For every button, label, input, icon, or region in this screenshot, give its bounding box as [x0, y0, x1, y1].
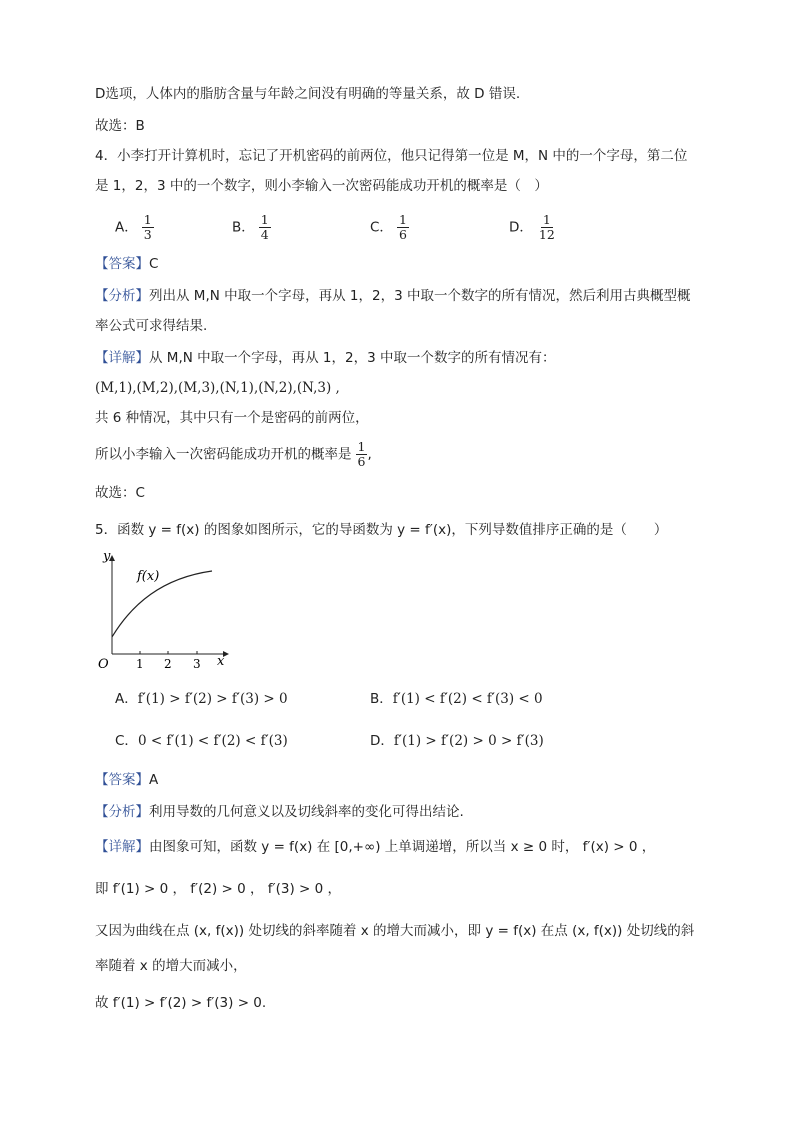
q5-detail-line5: 故 f′(1) > f′(2) > f′(3) > 0.	[95, 995, 267, 1011]
fraction	[397, 213, 409, 242]
analysis-tag: 【分析】	[95, 804, 149, 820]
q4-detail-line1	[95, 348, 555, 368]
q5-option-a	[115, 689, 288, 709]
option-label: B．	[370, 691, 393, 707]
option-label: C．	[370, 219, 393, 236]
denominator: 4	[260, 227, 269, 242]
q5-option-b	[370, 689, 543, 709]
detail-text: 所以小李输入一次密码能成功开机的概率是	[95, 446, 352, 463]
numerator: 1	[542, 212, 551, 227]
option-label: C．	[115, 733, 138, 749]
q4-option-b	[232, 213, 271, 242]
q5-option-c	[115, 731, 288, 751]
q5-detail-line4: 率随着 x 的增大而减小，	[95, 958, 247, 974]
y-axis-label: y	[103, 549, 111, 564]
q4-answer	[95, 254, 158, 274]
q5-detail-line2: 即 f′(1) > 0 ， f′(2) > 0 ， f′(3) > 0 ，	[95, 881, 342, 897]
option-label: D．	[509, 219, 533, 236]
denominator: 3	[143, 227, 152, 242]
denominator: 6	[398, 227, 407, 242]
fraction	[537, 213, 557, 242]
q4-analysis-line1	[95, 286, 690, 306]
detail-punct: ,	[367, 446, 372, 463]
q5-analysis	[95, 802, 464, 822]
detail-tag: 【详解】	[95, 350, 149, 366]
q5-detail-line1	[95, 837, 655, 857]
analysis-text: 列出从 M,N 中取一个字母，再从 1，2，3 中取一个数字的所有情况，然后利用古典概型概	[149, 288, 691, 304]
q3-choose: 故选：B	[95, 118, 145, 134]
tick-label-3: 3	[193, 657, 201, 671]
analysis-tag: 【分析】	[95, 288, 149, 304]
numerator: 1	[143, 212, 152, 227]
curve-label: f(x)	[137, 569, 160, 584]
detail-text: 由图象可知，函数 y = f(x) 在 [0,+∞) 上单调递增，所以当 x ≥ 0 时， f′(x) > 0 ，	[149, 839, 656, 855]
denominator: 6	[357, 454, 366, 469]
q5-option-d	[370, 731, 544, 751]
answer-tag: 【答案】	[95, 256, 149, 272]
q4-detail-cases: (M,1),(M,2),(M,3),(N,1),(N,2),(N,3) ,	[95, 380, 340, 396]
curve-f	[112, 571, 212, 637]
q4-analysis-line2: 率公式可求得结果.	[95, 318, 208, 334]
q5-stem: 5．函数 y = f(x) 的图象如图所示，它的导函数为 y = f′(x)，下列导数值排序正确的是（ ）	[95, 522, 668, 538]
answer-tag: 【答案】	[95, 772, 149, 788]
denominator: 12	[538, 227, 555, 242]
option-label: D．	[370, 733, 394, 749]
numerator: 1	[398, 212, 407, 227]
tick-label-1: 1	[136, 657, 144, 671]
x-axis-label: x	[217, 654, 225, 669]
q4-detail-line4	[95, 440, 372, 469]
q4-option-a	[115, 213, 154, 242]
q4-detail-line3: 共 6 种情况，其中只有一个是密码的前两位，	[95, 410, 369, 426]
origin-label: O	[98, 657, 109, 672]
q5-function-graph	[92, 544, 242, 674]
option-text: f′(1) > f′(2) > f′(3) > 0	[137, 691, 288, 707]
q4-stem-line2: 是 1，2，3 中的一个数字，则小李输入一次密码能成功开机的概率是（ ）	[95, 178, 548, 194]
q4-option-c	[370, 213, 409, 242]
q4-stem-line1: 4．小李打开计算机时，忘记了开机密码的前两位，他只记得第一位是 M，N 中的一个字母，第二位	[95, 148, 688, 164]
option-label: B．	[232, 219, 255, 236]
option-text: f′(1) < f′(2) < f′(3) < 0	[392, 691, 543, 707]
fraction	[356, 440, 368, 469]
q5-answer	[95, 770, 158, 790]
tick-label-2: 2	[164, 657, 172, 671]
option-label: A．	[115, 219, 138, 236]
numerator: 1	[260, 212, 269, 227]
fraction	[142, 213, 154, 242]
answer-value: A	[149, 772, 159, 788]
option-text: f′(1) > f′(2) > 0 > f′(3)	[393, 733, 544, 749]
analysis-text: 利用导数的几何意义以及切线斜率的变化可得出结论.	[149, 804, 464, 820]
option-text: 0 < f′(1) < f′(2) < f′(3)	[137, 733, 288, 749]
d-option-explanation: D选项，人体内的脂肪含量与年龄之间没有明确的等量关系，故 D 错误.	[95, 86, 521, 102]
q4-choose: 故选：C	[95, 485, 145, 501]
detail-tag: 【详解】	[95, 839, 149, 855]
fraction	[259, 213, 271, 242]
q4-option-d	[509, 213, 557, 242]
numerator: 1	[357, 439, 366, 454]
q5-detail-line3: 又因为曲线在点 (x, f(x)) 处切线的斜率随着 x 的增大而减小，即 y = f(x) 在点 (x, f(x)) 处切线的斜	[95, 923, 695, 939]
option-label: A．	[115, 691, 138, 707]
answer-value: C	[149, 256, 159, 272]
detail-text: 从 M,N 中取一个字母，再从 1，2，3 中取一个数字的所有情况有：	[149, 350, 556, 366]
